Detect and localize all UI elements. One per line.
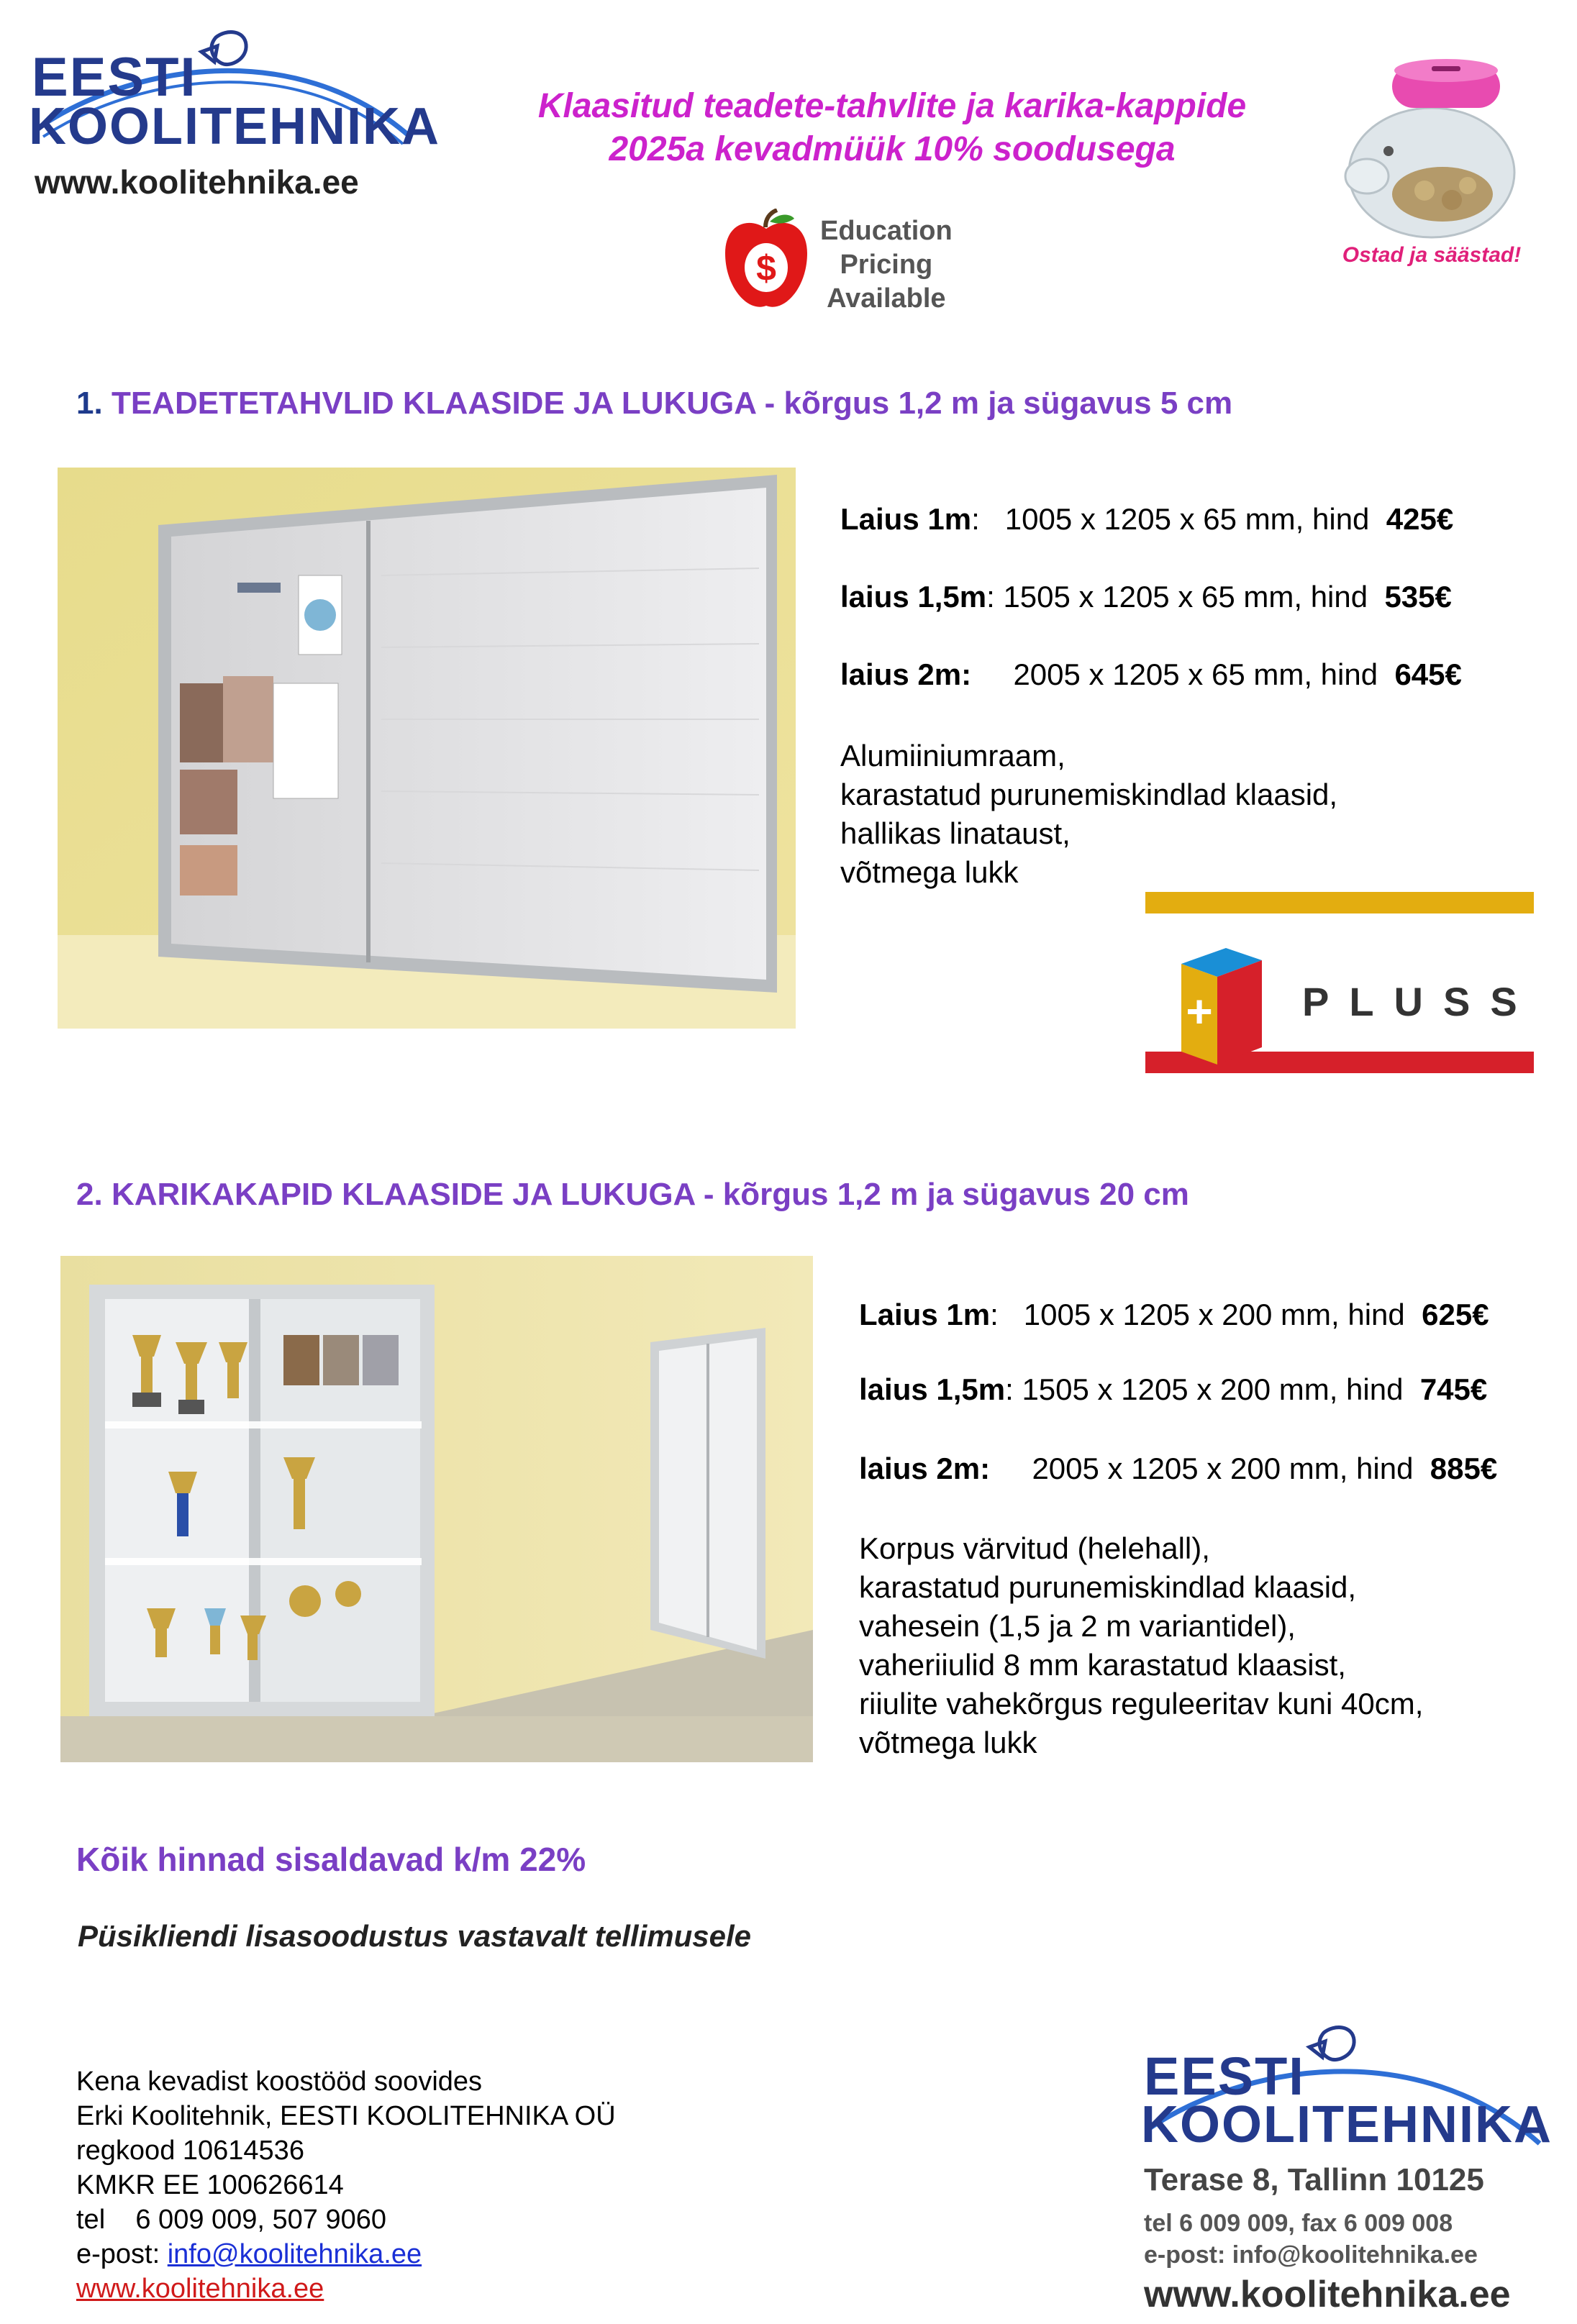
desc-line: hallikas linataust, bbox=[840, 816, 1071, 850]
loyalty-note: Püsikliendi lisasoodustus vastavalt tellimusele bbox=[78, 1919, 752, 1953]
section1-heading-text: TEADETETAHVLID KLAASIDE JA LUKUGA - kõrgus 1,2 m ja sügavus 5 cm bbox=[111, 386, 1233, 421]
section1-heading bbox=[76, 386, 1232, 421]
spec-label: laius 2m: bbox=[859, 1452, 991, 1485]
spec-dims: 1505 x 1205 x 65 mm, hind bbox=[1003, 580, 1368, 614]
footer-greeting: Kena kevadist koostööd soovides bbox=[76, 2066, 483, 2097]
noticeboard-image bbox=[58, 468, 796, 1029]
section2-heading bbox=[76, 1177, 1189, 1213]
desc-line: võtmega lukk bbox=[840, 855, 1019, 889]
logo-text-line1: EESTI bbox=[32, 47, 197, 108]
svg-text:$: $ bbox=[756, 248, 776, 288]
desc-line: karastatud purunemiskindlad klaasid, bbox=[859, 1570, 1357, 1604]
footer-www-link[interactable]: www.koolitehnika.ee bbox=[76, 2274, 324, 2304]
bottom-logo-address: Terase 8, Tallinn 10125 bbox=[1144, 2162, 1484, 2197]
desc-line: Alumiiniumraam, bbox=[840, 739, 1065, 773]
piggy-bank-icon bbox=[1324, 50, 1540, 245]
spec-dims: 1005 x 1205 x 65 mm, hind bbox=[1004, 502, 1370, 536]
bottom-logo-line2: KOOLITEHNIKA bbox=[1141, 2096, 1553, 2154]
desc-line: võtmega lukk bbox=[859, 1726, 1037, 1759]
spec-label: Laius 1m bbox=[859, 1298, 991, 1331]
piggy-caption: Ostad ja säästad! bbox=[1342, 243, 1522, 267]
desc-line: riiulite vahekõrgus reguleeritav kuni 40cm, bbox=[859, 1687, 1424, 1721]
section1-spec-1 bbox=[840, 502, 1453, 537]
section2-number: 2. bbox=[76, 1177, 103, 1212]
desc-line: Korpus värvitud (helehall), bbox=[859, 1531, 1210, 1565]
spec-sep: : bbox=[990, 1298, 999, 1331]
trophy-cabinet-image bbox=[60, 1256, 813, 1762]
logo-text-line2: KOOLITEHNIKA bbox=[29, 98, 440, 155]
logo-url: www.koolitehnika.ee bbox=[35, 163, 359, 201]
spec-dims: 2005 x 1205 x 65 mm, hind bbox=[1013, 657, 1378, 691]
title-line1: Klaasitud teadete-tahvlite ja karika-kappide bbox=[537, 87, 1247, 125]
spec-label: laius 2m: bbox=[840, 657, 972, 691]
bottom-company-logo bbox=[1137, 2021, 1553, 2316]
spec-dims: 2005 x 1205 x 200 mm, hind bbox=[1032, 1452, 1414, 1485]
spec-price: 625€ bbox=[1422, 1298, 1489, 1331]
footer-www-row bbox=[76, 2271, 616, 2306]
spec-sep: : bbox=[971, 502, 980, 536]
footer-kmkr: KMKR EE 100626614 bbox=[76, 2170, 344, 2200]
edu-badge-text bbox=[820, 214, 953, 316]
section2-spec-2 bbox=[859, 1372, 1487, 1407]
desc-line: karastatud purunemiskindlad klaasid, bbox=[840, 778, 1338, 811]
company-logo bbox=[22, 22, 440, 201]
footer-contact bbox=[76, 2064, 616, 2306]
section2-spec-3 bbox=[859, 1452, 1497, 1486]
spec-price: 535€ bbox=[1384, 580, 1452, 614]
footer-signer: Erki Koolitehnik, EESTI KOOLITEHNIKA OÜ bbox=[76, 2101, 616, 2131]
pluss-brand-logo bbox=[1145, 892, 1537, 1079]
edu-line2: Pricing bbox=[840, 250, 933, 280]
spec-sep: : bbox=[1005, 1372, 1014, 1406]
bottom-logo-email: e-post: info@koolitehnika.ee bbox=[1144, 2241, 1478, 2269]
desc-line: vaheriiulid 8 mm karastatud klaasist, bbox=[859, 1648, 1346, 1682]
spec-label: laius 1,5m bbox=[840, 580, 987, 614]
svg-text:+: + bbox=[1186, 985, 1213, 1037]
bottom-logo-line1: EESTI bbox=[1144, 2046, 1305, 2106]
noticeboard-photo bbox=[58, 468, 796, 1029]
spec-label: Laius 1m bbox=[840, 502, 972, 536]
page-title bbox=[432, 85, 1353, 171]
pluss-word: PLUSS bbox=[1302, 979, 1537, 1024]
desc-line: vahesein (1,5 ja 2 m variantidel), bbox=[859, 1609, 1296, 1643]
spec-sep: : bbox=[986, 580, 995, 614]
section1-number: 1. bbox=[76, 386, 103, 421]
bottom-logo-www: www.koolitehnika.ee bbox=[1144, 2274, 1511, 2315]
section1-spec-2 bbox=[840, 580, 1452, 614]
bottom-logo-tel: tel 6 009 009, fax 6 009 008 bbox=[1144, 2210, 1453, 2237]
spec-price: 645€ bbox=[1394, 657, 1462, 691]
education-pricing-badge bbox=[719, 209, 993, 324]
footer-email-row bbox=[76, 2237, 616, 2271]
section2-description bbox=[859, 1529, 1423, 1762]
apple-dollar-icon bbox=[719, 209, 813, 316]
title-line2: 2025a kevadmüük 10% soodusega bbox=[609, 130, 1176, 168]
spec-dims: 1505 x 1205 x 200 mm, hind bbox=[1022, 1372, 1404, 1406]
section1-spec-3 bbox=[840, 657, 1462, 692]
footer-email-label: e-post: bbox=[76, 2239, 168, 2269]
footer-regkood: regkood 10614536 bbox=[76, 2136, 304, 2166]
section2-spec-1 bbox=[859, 1298, 1489, 1332]
trophy-cabinet-photo bbox=[60, 1256, 813, 1762]
vat-note: Kõik hinnad sisaldavad k/m 22% bbox=[76, 1841, 586, 1878]
edu-line3: Available bbox=[827, 283, 946, 314]
section1-description bbox=[840, 737, 1337, 892]
spec-price: 745€ bbox=[1419, 1372, 1488, 1406]
edu-line1: Education bbox=[820, 216, 953, 246]
spec-label: laius 1,5m bbox=[859, 1372, 1006, 1406]
section2-heading-text: KARIKAKAPID KLAASIDE JA LUKUGA - kõrgus 1,2 m ja sügavus 20 cm bbox=[111, 1177, 1189, 1212]
spec-price: 885€ bbox=[1430, 1452, 1498, 1485]
spec-dims: 1005 x 1205 x 200 mm, hind bbox=[1023, 1298, 1405, 1331]
footer-email-link[interactable]: info@koolitehnika.ee bbox=[167, 2239, 422, 2269]
piggy-bank-image bbox=[1324, 50, 1540, 295]
spec-price: 425€ bbox=[1386, 502, 1454, 536]
footer-tel: tel 6 009 009, 507 9060 bbox=[76, 2205, 387, 2235]
